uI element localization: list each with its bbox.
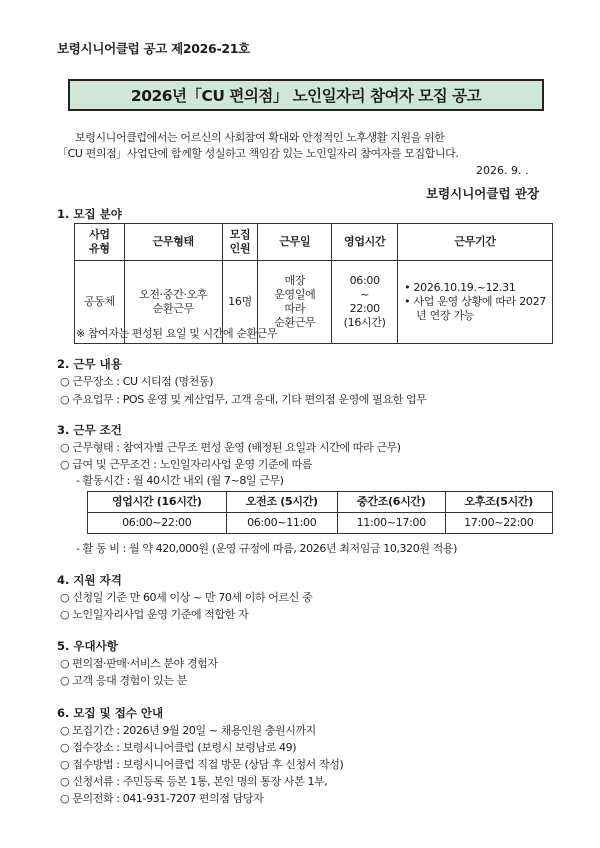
list-item: ○ 신청서류 : 주민등록 등본 1통, 본인 명의 통장 사본 1부,: [60, 775, 328, 788]
table-cell: 16명: [222, 261, 258, 344]
shift-table: [87, 491, 553, 534]
table-header: 영업시간 (16시간): [88, 492, 227, 513]
section-heading: 2. 근무 내용: [57, 357, 122, 371]
list-item: ○ 모집기간 : 2026년 9월 20일 ~ 채용인원 충원시까지: [60, 724, 316, 737]
table-cell: 매장 운영일에 따라 순환근무: [258, 261, 332, 344]
period-item: • 2026.10.19.~12.31: [404, 281, 516, 294]
section-heading: 4. 지원 자격: [57, 573, 122, 587]
intro-line: 보령시니어클럽에서는 어르신의 사회참여 확대와 안정적인 노후생활 지원을 위한: [75, 131, 445, 144]
table-header: 근무일: [258, 224, 332, 261]
list-item: ○ 주요업무 : POS 운영 및 계산업무, 고객 응대, 기타 편의점 운영에 필요한 업무: [60, 393, 427, 406]
table-cell: 17:00~22:00: [445, 513, 553, 534]
notice-title: 2026년「CU 편의점」 노인일자리 참여자 모집 공고: [68, 79, 544, 111]
list-item: ○ 근무형태 : 참여자별 근무조 편성 운영 (배정된 요일과 시간에 따라 근무): [60, 441, 401, 454]
issuer-name: 보령시니어클럽 관장: [426, 186, 540, 201]
table-header: 오후조(5시간): [445, 492, 553, 513]
notice-number: 보령시니어클럽 공고 제2026-21호: [57, 41, 250, 56]
table-cell: 06:00~11:00: [226, 513, 338, 534]
table-header: 근무기간: [398, 224, 553, 261]
list-item: ○ 신청일 기준 만 60세 이상 ~ 만 70세 이하 어르신 중: [60, 591, 313, 604]
list-item: - 활동시간 : 월 40시간 내외 (월 7~8일 근무): [76, 474, 284, 487]
period-item: • 사업 운영 상황에 따라 2027년 연장 가능: [404, 295, 546, 322]
table-cell: 11:00~17:00: [338, 513, 445, 534]
list-item: ○ 근무장소 : CU 시티점 (명천동): [60, 375, 213, 388]
table-cell: 06:00 ~ 22:00 (16시간): [332, 261, 398, 344]
table-cell: 공동체: [75, 261, 125, 344]
note-text: ※ 참여자는 편성된 요일 및 시간에 순환근무: [76, 327, 278, 340]
table-header: 영업시간: [332, 224, 398, 261]
list-item: ○ 노인일자리사업 운영 기준에 적합한 자: [60, 608, 249, 621]
list-item: ○ 접수장소 : 보령시니어클럽 (보령시 보령남로 49): [60, 741, 297, 754]
list-item: ○ 접수방법 : 보령시니어클럽 직접 방문 (상담 후 신청서 작성): [60, 758, 344, 771]
section-heading: 5. 우대사항: [57, 639, 118, 653]
table-header: 중간조(6시간): [338, 492, 445, 513]
list-item: - 활 동 비 : 월 약 420,000원 (운영 규정에 따름, 2026년 최저임금 10,320원 적용): [76, 542, 458, 555]
table-cell: [398, 261, 553, 344]
table-header: 모집 인원: [222, 224, 258, 261]
table-cell: 06:00~22:00: [88, 513, 227, 534]
list-item: ○ 문의전화 : 041-931-7207 편의점 담당자: [60, 792, 264, 805]
table-header: 사업 유형: [75, 224, 125, 261]
table-header-row: [88, 492, 553, 513]
list-item: ○ 편의점·판매·서비스 분야 경험자: [60, 657, 218, 670]
table-header: 근무형태: [124, 224, 222, 261]
table-cell: 오전·중간·오후 순환근무: [124, 261, 222, 344]
table-header: 오전조 (5시간): [226, 492, 338, 513]
intro-line: 「CU 편의점」사업단에 함께할 성실하고 책임감 있는 노인일자리 참여자를 모집합니다.: [57, 147, 459, 160]
list-item: ○ 급여 및 근무조건 : 노인일자리사업 운영 기준에 따름: [60, 458, 313, 471]
intro-paragraph: [57, 130, 552, 162]
table-header-row: [75, 224, 553, 261]
section-heading: 1. 모집 분야: [57, 207, 122, 221]
list-item: ○ 고객 응대 경험이 있는 분: [60, 674, 187, 687]
section-heading: 3. 근무 조건: [57, 423, 122, 437]
notice-date: 2026. 9. .: [476, 164, 529, 177]
section-heading: 6. 모집 및 접수 안내: [57, 706, 164, 720]
table-row: [88, 513, 553, 534]
